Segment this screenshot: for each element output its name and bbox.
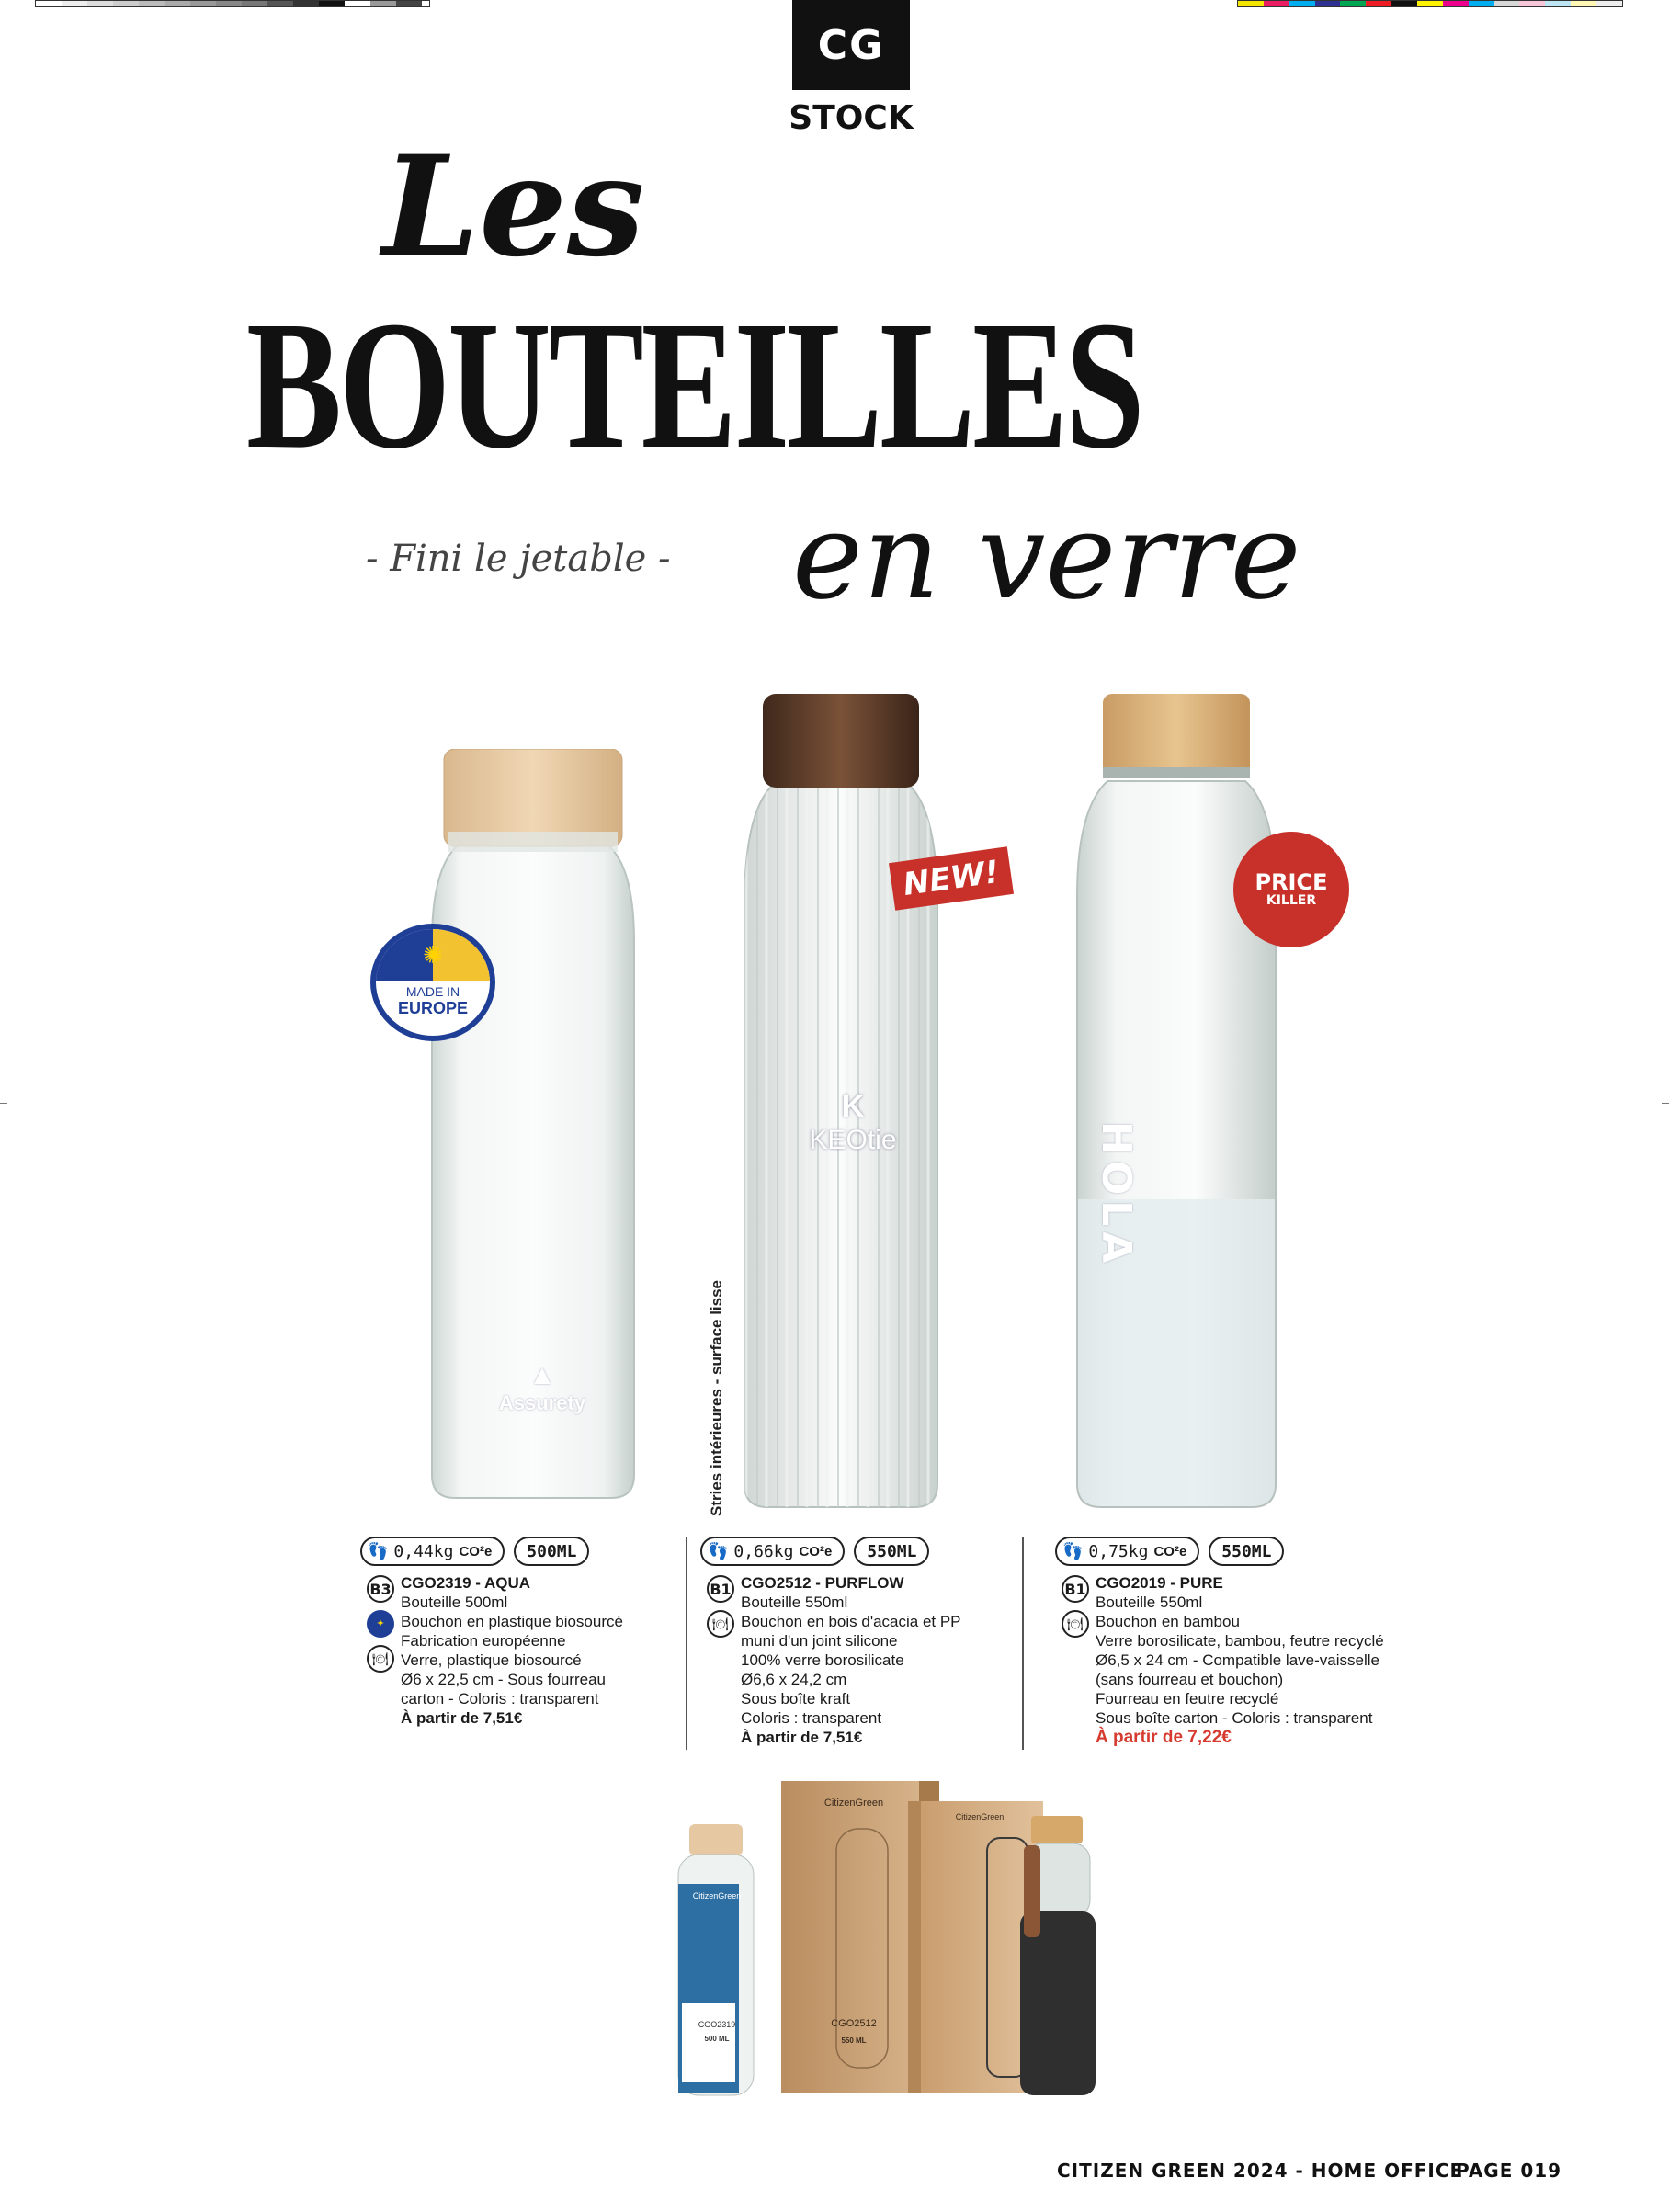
page-number: PAGE 019: [1456, 2160, 1562, 2182]
co2-pill: [1055, 1537, 1199, 1566]
made-in-europe-badge: [370, 924, 495, 1041]
box1-brand: CitizenGreen: [692, 1891, 742, 1900]
product-title: CGO2512 - PURFLOW: [741, 1574, 904, 1592]
bottle-pure-image: [1066, 694, 1287, 1512]
tagline: - Fini le jetable -: [366, 538, 671, 580]
co2-unit: CO²e: [1153, 1543, 1187, 1560]
hola-logo: HOLA: [1093, 1121, 1140, 1269]
product-line: Ø6,6 x 24,2 cm: [741, 1671, 847, 1688]
box2-code: CGO2512: [831, 2018, 877, 2029]
product-price: À partir de 7,51€: [741, 1729, 863, 1746]
footprint-icon: 👣: [1062, 1541, 1084, 1561]
volume-pill: 550ML: [1209, 1537, 1284, 1566]
product-line: Coloris : transparent: [741, 1709, 882, 1727]
price-killer-badge: [1236, 834, 1346, 945]
title-line-3: en verre: [792, 486, 1301, 626]
product-line: Ø6 x 22,5 cm - Sous fourreau: [401, 1671, 606, 1688]
grayscale-bar: [35, 0, 430, 7]
product-line: Bouchon en bambou: [1096, 1613, 1240, 1630]
footprint-icon: 👣: [368, 1541, 389, 1561]
title-line-1: Les: [382, 126, 645, 288]
europe-label: EUROPE: [397, 999, 469, 1017]
volume-pill: 500ML: [514, 1537, 589, 1566]
box1-volume: 500 ML: [704, 2035, 730, 2043]
product-line: Fourreau en feutre recyclé: [1096, 1690, 1279, 1707]
co2-pill: [700, 1537, 845, 1566]
color-bar: [1237, 0, 1623, 7]
dishwasher-icon: 🍽: [707, 1610, 734, 1638]
product-info-aqua: [360, 1537, 673, 1728]
assurety-label: Assurety: [498, 1391, 586, 1414]
column-divider: [1022, 1537, 1024, 1750]
code-badge: B1: [707, 1575, 734, 1603]
box2-volume: 550 ML: [841, 2036, 867, 2045]
product-title: CGO2019 - PURE: [1096, 1574, 1223, 1592]
footer-catalog-label: CITIZEN GREEN 2024 - HOME OFFICE: [1057, 2160, 1464, 2182]
killer-label: KILLER: [1266, 893, 1317, 908]
packaging-image: [662, 1774, 1140, 2104]
code-badge: B1: [1062, 1575, 1089, 1603]
box1-code: CGO2319: [698, 2020, 736, 2029]
keotie-icon: K: [841, 1089, 865, 1124]
new-badge: NEW!: [889, 846, 1014, 911]
dishwasher-icon: 🍽: [367, 1645, 394, 1673]
eu-flag-icon: ✦: [367, 1610, 394, 1638]
cg-logo: CG: [792, 0, 910, 90]
product-line: Verre, plastique biosourcé: [401, 1651, 582, 1669]
product-line: Bouteille 500ml: [401, 1594, 508, 1611]
keotie-label: KEOtie: [809, 1125, 897, 1155]
made-in-label: MADE IN: [405, 984, 460, 999]
product-line: (sans fourreau et bouchon): [1096, 1671, 1284, 1688]
column-divider: [686, 1537, 687, 1750]
product-line: Sous boîte kraft: [741, 1690, 851, 1707]
title-line-2: BOUTEILLES: [246, 284, 1142, 487]
crop-mark: [1662, 1103, 1669, 1104]
eu-stars-icon: ✺: [376, 929, 490, 981]
product-line: muni d'un joint silicone: [741, 1632, 898, 1650]
dishwasher-icon: 🍽: [1062, 1610, 1089, 1638]
footprint-icon: 👣: [708, 1541, 729, 1561]
code-badge: B3: [367, 1575, 394, 1603]
product-line: Fabrication européenne: [401, 1632, 566, 1650]
volume-pill: 550ML: [854, 1537, 929, 1566]
co2-unit: CO²e: [799, 1543, 833, 1560]
product-line: Sous boîte carton - Coloris : transparent: [1096, 1709, 1373, 1727]
product-info-purflow: [700, 1537, 1013, 1747]
product-line: Ø6,5 x 24 cm - Compatible lave-vaisselle: [1096, 1651, 1379, 1669]
box2-brand: CitizenGreen: [823, 1798, 884, 1809]
product-info-pure: [1055, 1537, 1423, 1747]
co2-value: 0,66kg: [733, 1541, 794, 1561]
product-line: Bouteille 550ml: [741, 1594, 848, 1611]
stock-label: STOCK: [789, 99, 914, 137]
product-line: Bouchon en plastique biosourcé: [401, 1613, 623, 1630]
box3-brand: CitizenGreen: [955, 1812, 1005, 1821]
co2-value: 0,44kg: [393, 1541, 454, 1561]
product-line: Bouchon en bois d'acacia et PP: [741, 1613, 961, 1630]
product-line: Bouteille 550ml: [1096, 1594, 1203, 1611]
price-label: PRICE: [1255, 869, 1328, 895]
assurety-icon: ▲: [528, 1360, 556, 1390]
product-line: 100% verre borosilicate: [741, 1651, 904, 1669]
assurety-logo: [478, 1360, 607, 1415]
product-title: CGO2319 - AQUA: [401, 1574, 531, 1592]
co2-unit: CO²e: [459, 1543, 493, 1560]
keotie-logo: [779, 1089, 926, 1156]
product-line: Verre borosilicate, bambou, feutre recyclé: [1096, 1632, 1384, 1650]
product-line: carton - Coloris : transparent: [401, 1690, 599, 1707]
crop-mark: [0, 1103, 7, 1104]
product-price: À partir de 7,51€: [401, 1709, 523, 1727]
co2-pill: [360, 1537, 505, 1566]
vertical-note: Stries intérieures - surface lisse: [708, 1279, 725, 1516]
product-price: À partir de 7,22€: [1096, 1728, 1232, 1747]
co2-value: 0,75kg: [1088, 1541, 1149, 1561]
